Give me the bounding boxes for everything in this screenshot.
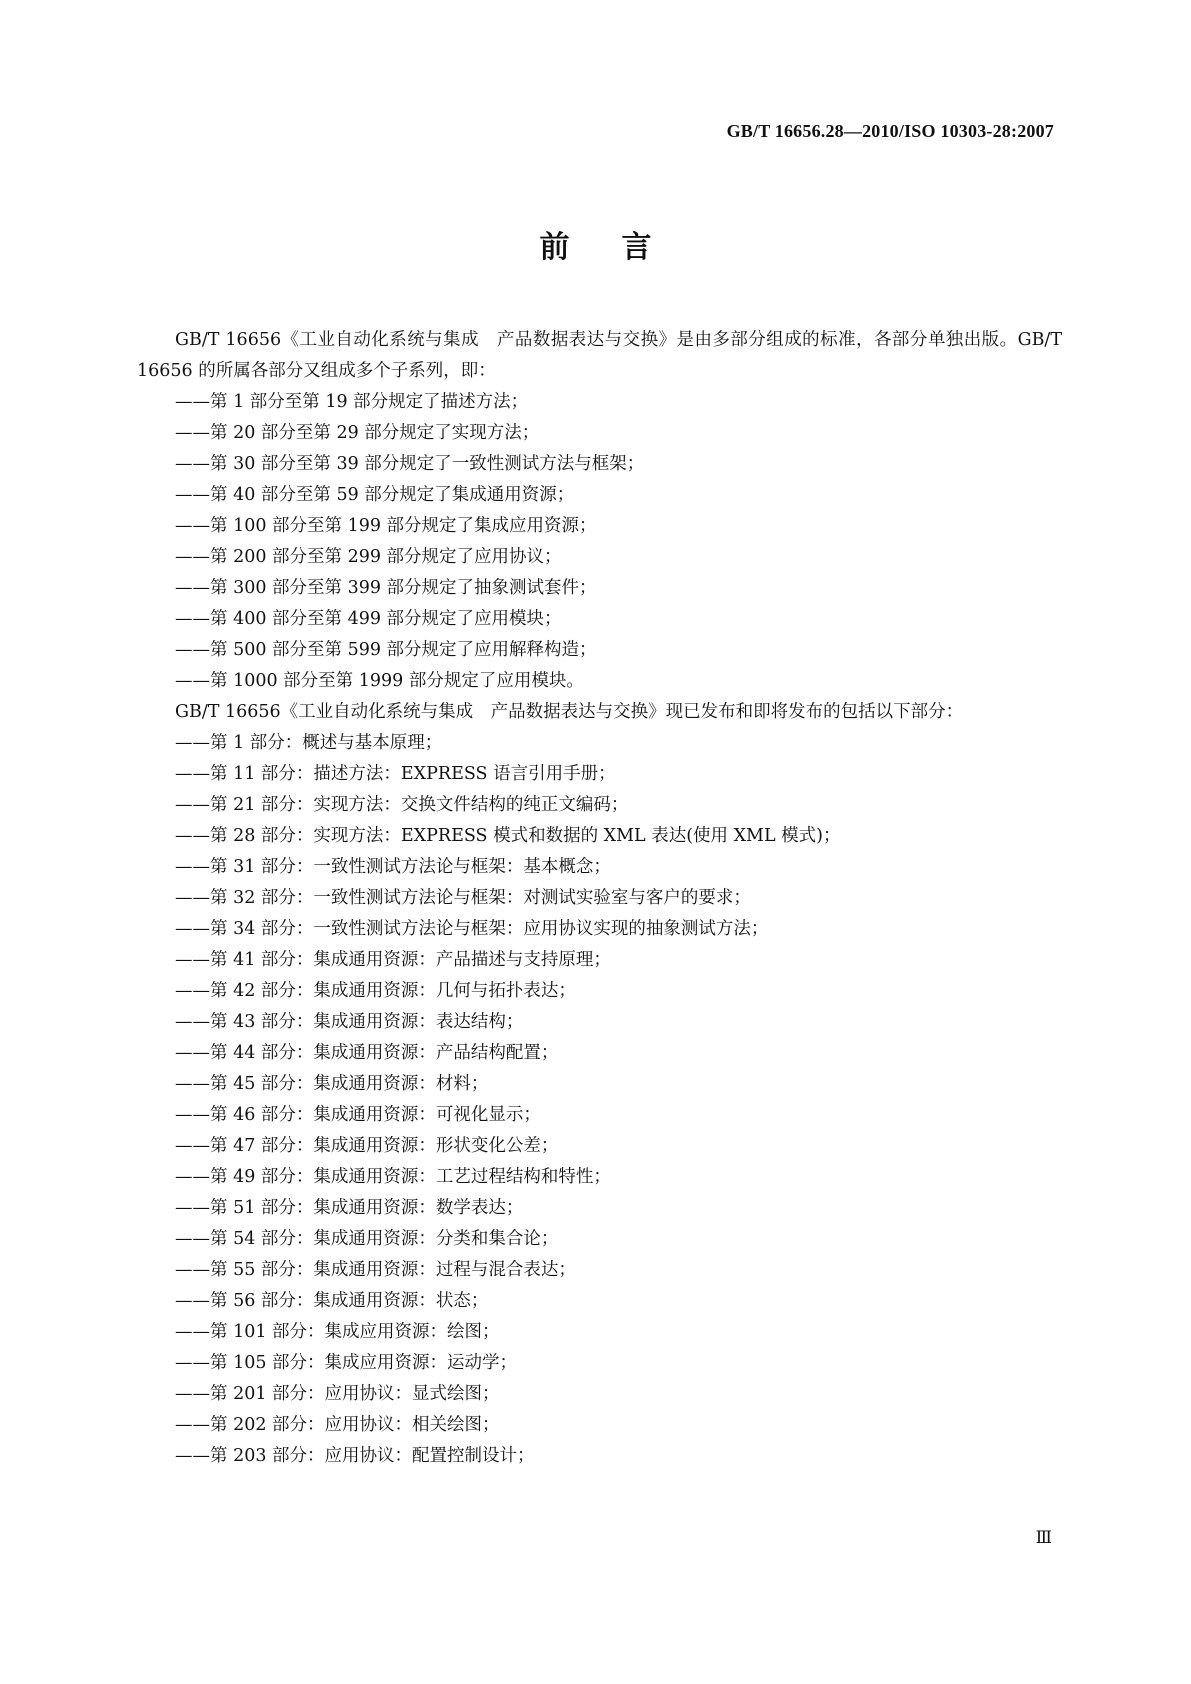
list-item: ——第 55 部分：集成通用资源：过程与混合表达； bbox=[175, 1260, 576, 1280]
list-item: ——第 46 部分：集成通用资源：可视化显示； bbox=[175, 1105, 541, 1125]
list-item: ——第 20 部分至第 29 部分规定了实现方法； bbox=[175, 423, 540, 443]
list-item: ——第 49 部分：集成通用资源：工艺过程结构和特性； bbox=[175, 1167, 611, 1187]
list-item: ——第 44 部分：集成通用资源：产品结构配置； bbox=[175, 1043, 559, 1063]
list-item: ——第 202 部分：应用协议：相关绘图； bbox=[175, 1415, 500, 1435]
list-item: ——第 21 部分：实现方法：交换文件结构的纯正文编码； bbox=[175, 795, 629, 815]
list-item: ——第 43 部分：集成通用资源：表达结构； bbox=[175, 1012, 524, 1032]
document-body bbox=[137, 325, 1062, 1472]
list-item: ——第 31 部分：一致性测试方法论与框架：基本概念； bbox=[175, 857, 611, 877]
page-number: Ⅲ bbox=[1035, 1528, 1052, 1547]
list-item: ——第 1000 部分至第 1999 部分规定了应用模块。 bbox=[175, 671, 584, 691]
parts-list bbox=[137, 728, 1062, 1472]
list-item: ——第 34 部分：一致性测试方法论与框架：应用协议实现的抽象测试方法； bbox=[175, 919, 769, 939]
intro-paragraph: GB/T 16656《工业自动化系统与集成 产品数据表达与交换》是由多部分组成的标准，各部分单独出版。GB/T 16656 的所属各部分又组成多个子系列，即： bbox=[137, 330, 1062, 381]
list-item: ——第 40 部分至第 59 部分规定了集成通用资源； bbox=[175, 485, 575, 505]
list-item: ——第 28 部分：实现方法：EXPRESS 模式和数据的 XML 表达(使用 XML 模式)； bbox=[175, 826, 841, 846]
list-item: ——第 300 部分至第 399 部分规定了抽象测试套件； bbox=[175, 578, 597, 598]
list-item: ——第 42 部分：集成通用资源：几何与拓扑表达； bbox=[175, 981, 576, 1001]
list-item: ——第 105 部分：集成应用资源：运动学； bbox=[175, 1353, 518, 1373]
list-item: ——第 500 部分至第 599 部分规定了应用解释构造； bbox=[175, 640, 597, 660]
published-paragraph: GB/T 16656《工业自动化系统与集成 产品数据表达与交换》现已发布和即将发布的包括以下部分： bbox=[175, 702, 964, 722]
list-item: ——第 200 部分至第 299 部分规定了应用协议； bbox=[175, 547, 562, 567]
list-item: ——第 100 部分至第 199 部分规定了集成应用资源； bbox=[175, 516, 597, 536]
list-item: ——第 201 部分：应用协议：显式绘图； bbox=[175, 1384, 500, 1404]
list-item: ——第 1 部分至第 19 部分规定了描述方法； bbox=[175, 392, 529, 412]
list-item: ——第 56 部分：集成通用资源：状态； bbox=[175, 1291, 489, 1311]
list-item: ——第 203 部分：应用协议：配置控制设计； bbox=[175, 1446, 535, 1466]
list-item: ——第 1 部分：概述与基本原理； bbox=[175, 733, 443, 753]
list-item: ——第 400 部分至第 499 部分规定了应用模块； bbox=[175, 609, 562, 629]
standard-code: GB/T 16656.28—2010/ISO 10303-28:2007 bbox=[726, 121, 1054, 141]
list-item: ——第 41 部分：集成通用资源：产品描述与支持原理； bbox=[175, 950, 611, 970]
list-item: ——第 11 部分：描述方法：EXPRESS 语言引用手册； bbox=[175, 764, 616, 784]
list-item: ——第 32 部分：一致性测试方法论与框架：对测试实验室与客户的要求； bbox=[175, 888, 751, 908]
list-item: ——第 51 部分：集成通用资源：数学表达； bbox=[175, 1198, 524, 1218]
page-title: 前言 bbox=[539, 230, 704, 265]
list-item: ——第 47 部分：集成通用资源：形状变化公差； bbox=[175, 1136, 559, 1156]
series-list bbox=[137, 387, 1062, 697]
list-item: ——第 101 部分：集成应用资源：绘图； bbox=[175, 1322, 500, 1342]
list-item: ——第 30 部分至第 39 部分规定了一致性测试方法与框架； bbox=[175, 454, 645, 474]
list-item: ——第 54 部分：集成通用资源：分类和集合论； bbox=[175, 1229, 559, 1249]
list-item: ——第 45 部分：集成通用资源：材料； bbox=[175, 1074, 489, 1094]
